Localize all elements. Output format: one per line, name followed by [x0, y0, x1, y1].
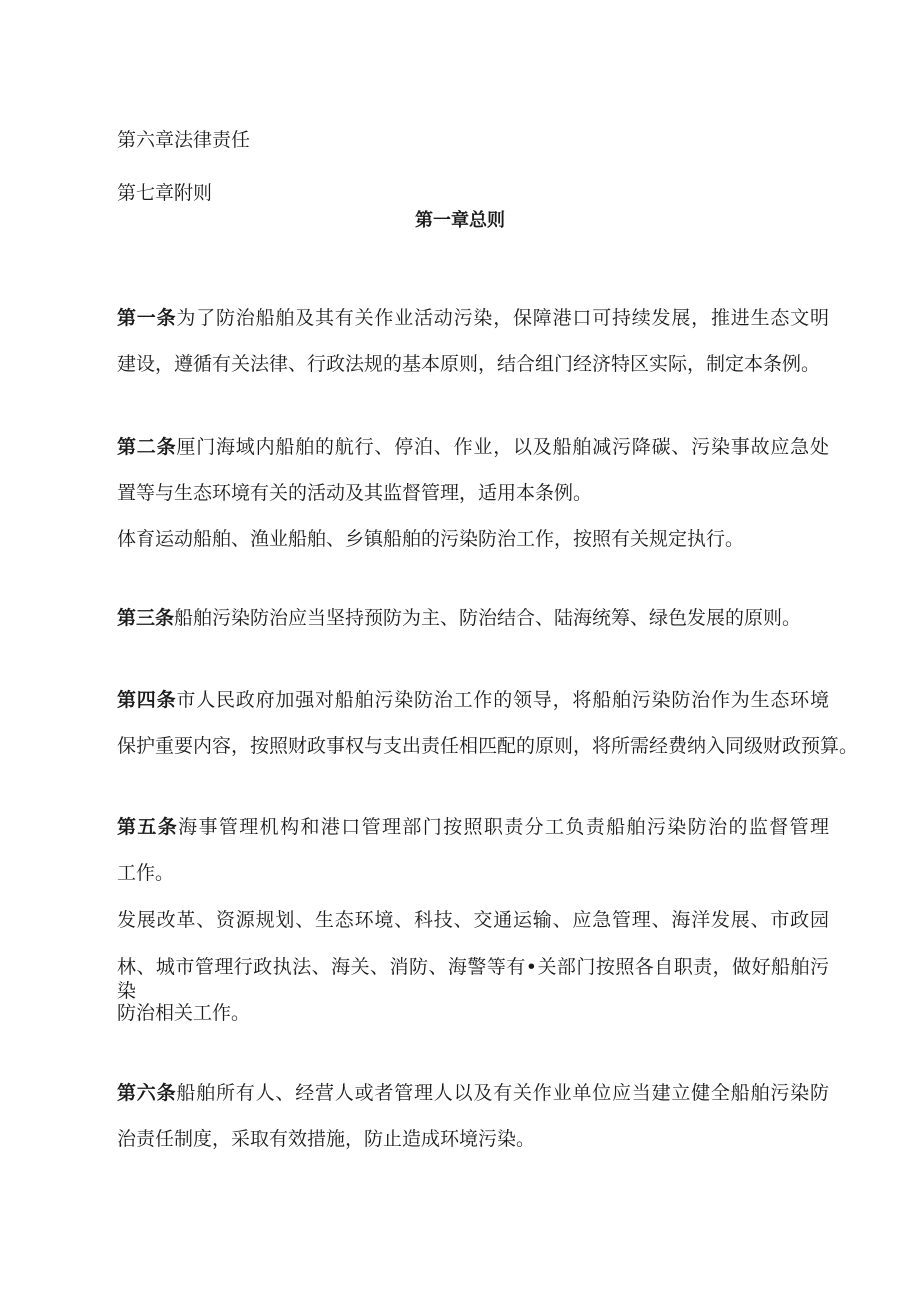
article-4-line-1	[117, 688, 829, 712]
article-6-line-2: 治责任制度，采取有效措施，防止造成环境污染。	[117, 1128, 536, 1150]
article-6-line-1	[117, 1081, 829, 1105]
chapter-1-heading: 第一章总则	[415, 210, 505, 231]
article-4-line-2: 保护重要内容，按照财政事权与支出责任相匹配的原则，将所需经费纳入同级财政预算。	[117, 735, 859, 757]
toc-chapter-6: 第六章法律责任	[117, 129, 251, 151]
article-5-para-2-line-3: 防治相关工作。	[117, 1002, 251, 1024]
article-4-label: 第四条	[117, 689, 177, 711]
article-1-label: 第一条	[117, 307, 177, 329]
article-5-text-1: 海事管理机构和港口管理部门按照职责分工负责船舶污染防治的监督管理	[178, 816, 829, 838]
article-2-para-2: 体育运动船舶、渔业船舶、乡镇船舶的污染防治工作，按照有关规定执行。	[117, 528, 745, 550]
article-3-text-1: 船舶污染防治应当坚持预防为主、防治结合、陆海统筹、绿色发展的原则。	[174, 607, 802, 629]
article-2-line-1	[117, 435, 829, 459]
article-6-text-1: 船舶所有人、经营人或者管理人以及有关作业单位应当建立健全船舶污染防	[176, 1082, 829, 1104]
article-1-line-2: 建设，遵循有关法律、行政法规的基本原则，结合组门经济特区实际，制定本条例。	[117, 353, 821, 375]
toc-chapter-7: 第七章附则	[117, 182, 213, 204]
article-5-label: 第五条	[117, 816, 179, 838]
article-2-text-1: 厘门海域内船舶的航行、停泊、作业，以及船舶减污降碳、污染事故应急处	[176, 436, 829, 458]
article-5-para-2-line-1: 发展改革、资源规划、生态环境、科技、交通运输、应急管理、海洋发展、市政园	[117, 909, 829, 931]
article-5-line-1	[117, 815, 829, 839]
article-6-label: 第六条	[117, 1082, 177, 1104]
article-5-para-2-line-2: 林、城市管理行政执法、海关、消防、海警等有•关部门按照各自职责，做好船舶污染	[117, 956, 829, 1002]
article-2-label: 第二条	[117, 436, 177, 458]
article-2-line-2: 置等与生态环境有关的活动及其监督管理，适用本条例。	[117, 482, 593, 504]
article-1-text-1: 为了防治船舶及其有关作业活动污染，保障港口可持续发展，推进生态文明	[176, 307, 829, 329]
article-5-line-2: 工作。	[117, 862, 175, 884]
article-1-line-1	[117, 306, 829, 330]
article-3-label: 第三条	[117, 607, 175, 629]
article-3-line-1	[117, 606, 829, 630]
article-4-text-1: 市人民政府加强对船舶污染防治工作的领导，将船舶污染防治作为生态环境	[176, 689, 829, 711]
